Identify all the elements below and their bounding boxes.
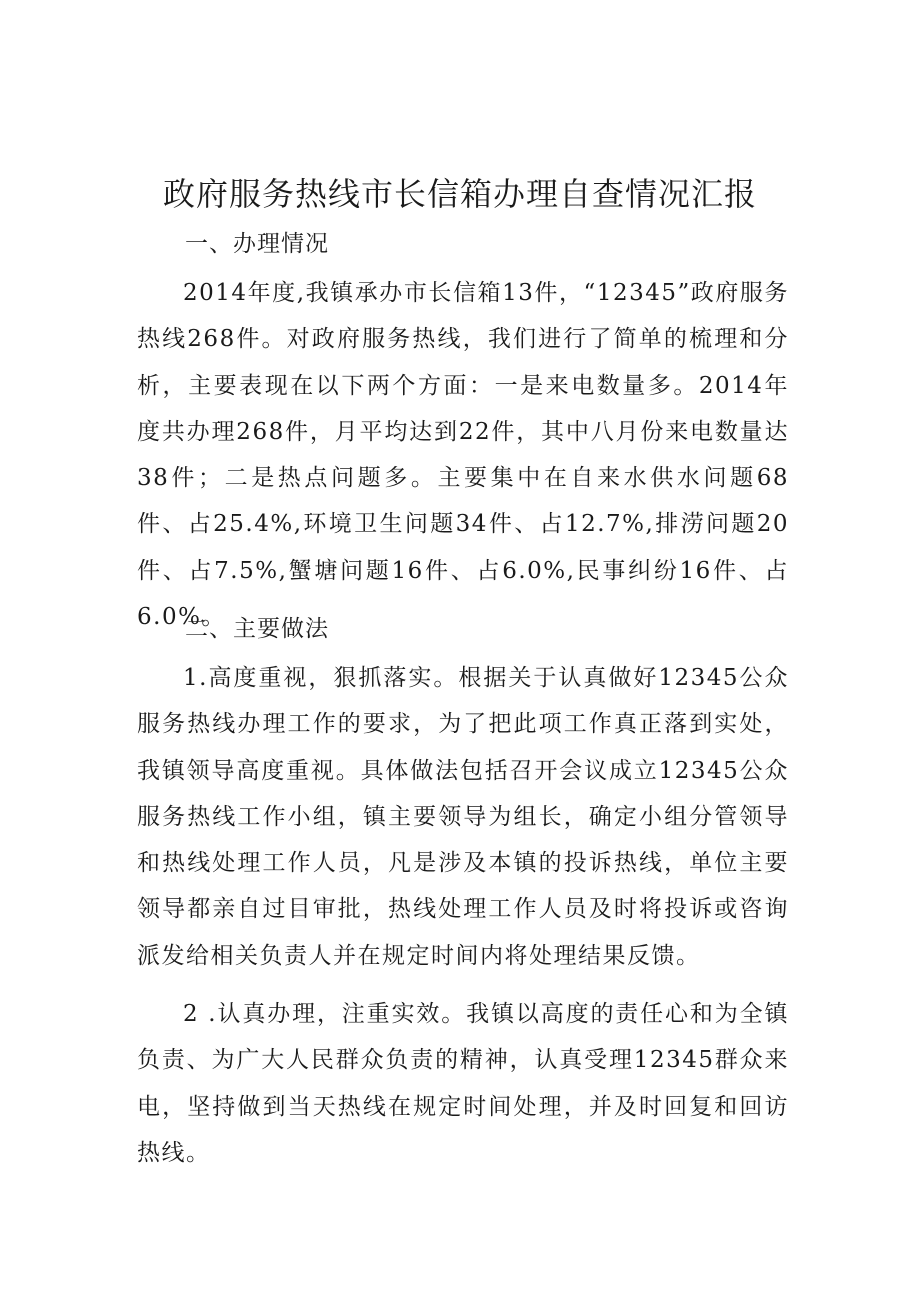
- paragraph-practice-1: 1.高度重视，狠抓落实。根据关于认真做好12345公众服务热线办理工作的要求，为了把此项工作真正落到实处，我镇领导高度重视。具体做法包括召开会议成立12345公众服务热线工作小组，镇主要领导为组长，确定小组分管领导和热线处理工作人员，凡是涉及本镇的投诉热线，单位主要领导都亲自过目审批，热线处理工作人员及时将投诉或咨询派发给相关负责人并在规定时间内将处理结果反馈。: [137, 665, 789, 969]
- section-heading-handling-status: 一、办理情况: [185, 231, 329, 257]
- document-title: 政府服务热线市长信箱办理自查情况汇报: [162, 175, 757, 213]
- paragraph-handling-status: 2014年度,我镇承办市长信箱13件，“12345”政府服务热线268件。对政府服务热线，我们进行了简单的梳理和分析，主要表现在以下两个方面：一是来电数量多。2014年度共办理268件，月平均达到22件，其中八月份来电数量达38件；二是热点问题多。主要集中在自来水供水问题68件、占25.4%,环境卫生问题34件、占12.7%,排涝问题20件、占7.5%,蟹塘问题16件、占6.0%,民事纠纷16件、占6.0%。: [137, 280, 789, 631]
- section-heading-main-practices: 二、主要做法: [185, 616, 329, 642]
- paragraph-practice-2: 2 .认真办理，注重实效。我镇以高度的责任心和为全镇负责、为广大人民群众负责的精神，认真受理12345群众来电，坚持做到当天热线在规定时间处理，并及时回复和回访热线。: [137, 1001, 789, 1166]
